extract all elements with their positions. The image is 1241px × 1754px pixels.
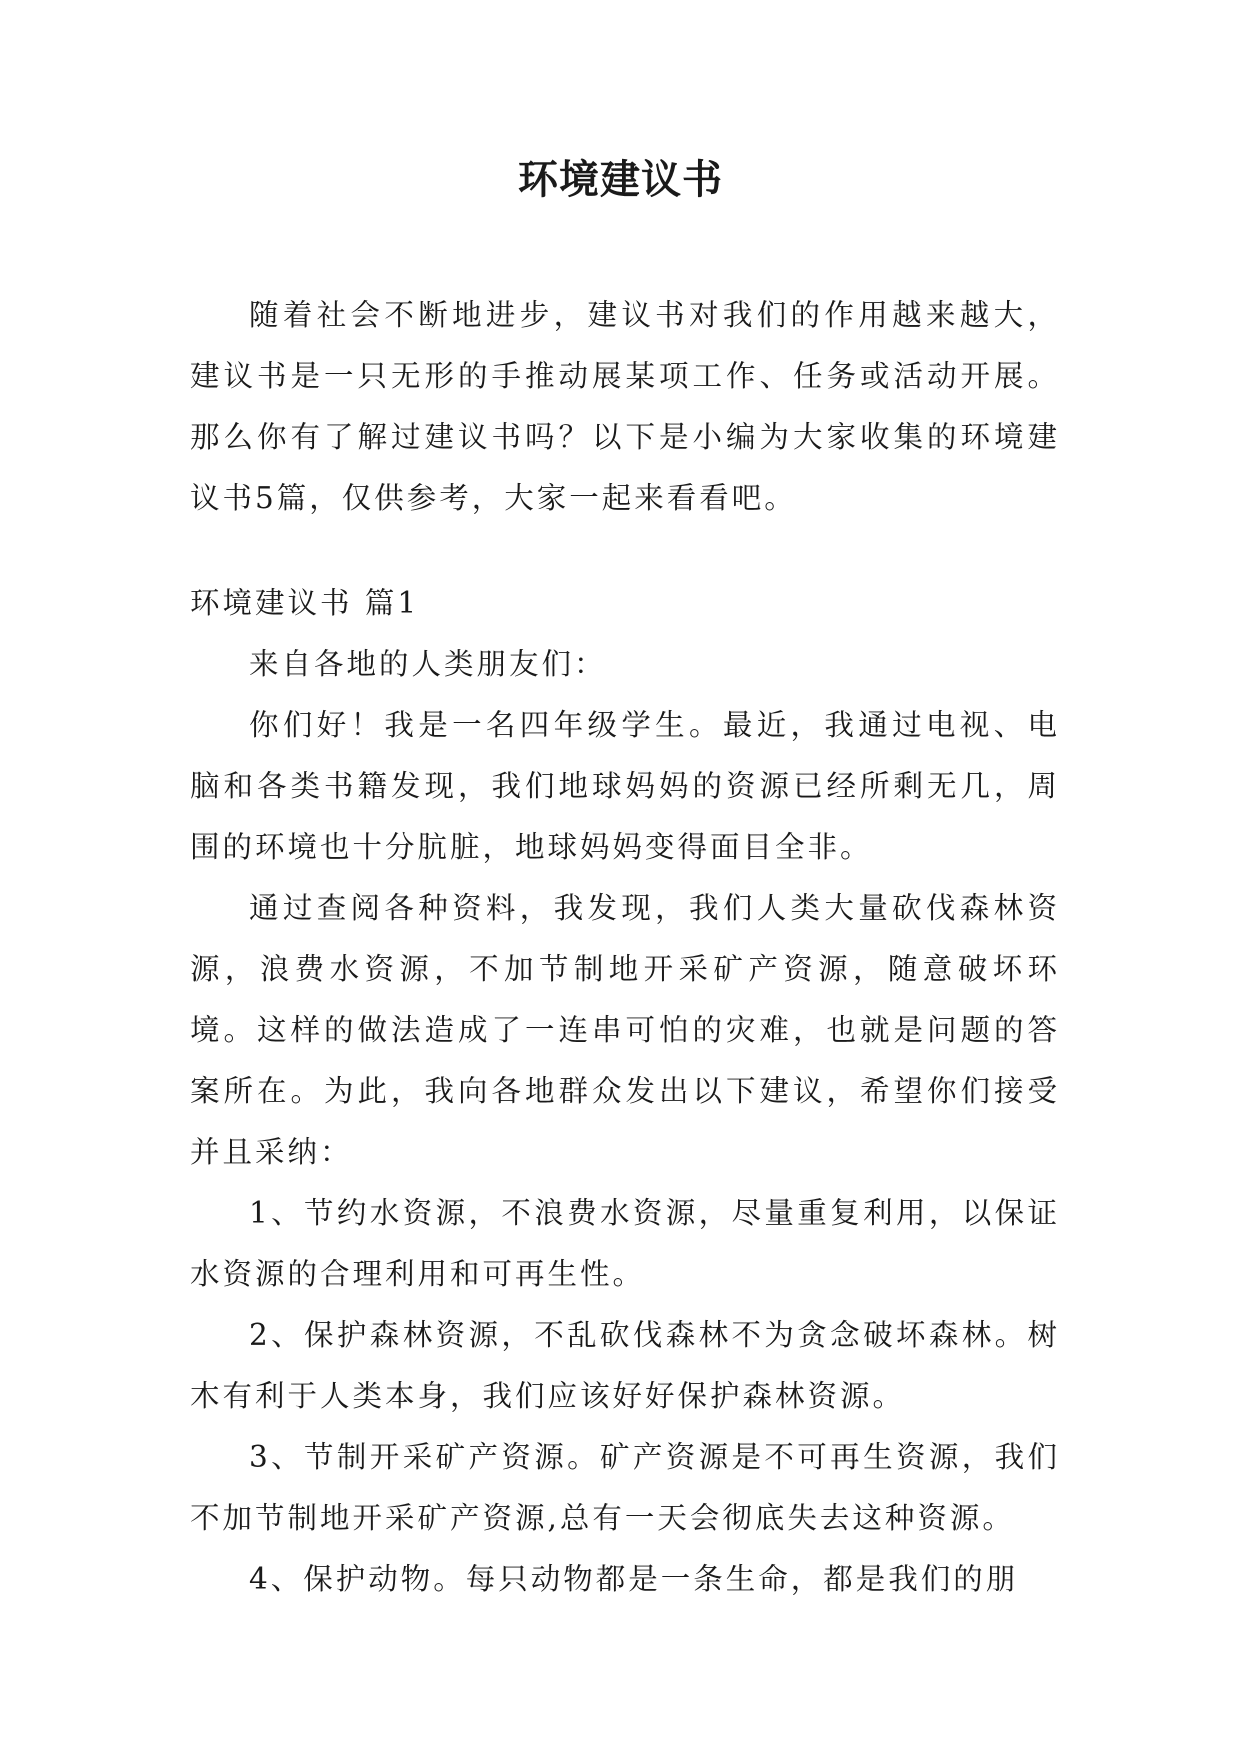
- body-paragraph: 通过查阅各种资料，我发现，我们人类大量砍伐森林资源，浪费水资源，不加节制地开采矿产资源，随意破坏环境。这样的做法造成了一连串可怕的灾难，也就是问题的答案所在。为此，我向各地群众发出以下建议，希望你们接受并且采纳：: [190, 891, 1060, 1169]
- salutation: 来自各地的人类朋友们：: [249, 647, 607, 681]
- document-title: 环境建议书: [518, 157, 723, 203]
- suggestion-item-4: 4、保护动物。每只动物都是一条生命，都是我们的朋: [249, 1562, 1019, 1596]
- intro-paragraph: 随着社会不断地进步，建议书对我们的作用越来越大，建议书是一只无形的手推动展某项工作、任务或活动开展。那么你有了解过建议书吗？以下是小编为大家收集的环境建议书5篇，仅供参考，大家一起来看看吧。: [190, 298, 1060, 515]
- section-heading: 环境建议书 篇1: [190, 586, 420, 620]
- suggestion-item-3: 3、节制开采矿产资源。矿产资源是不可再生资源，我们不加节制地开采矿产资源,总有一天会彻底失去这种资源。: [190, 1440, 1060, 1535]
- body-paragraph: 你们好！我是一名四年级学生。最近，我通过电视、电脑和各类书籍发现，我们地球妈妈的资源已经所剩无几，周围的环境也十分肮脏，地球妈妈变得面目全非。: [190, 708, 1060, 864]
- section-gap: [190, 529, 1060, 573]
- suggestion-item-2: 2、保护森林资源，不乱砍伐森林不为贪念破坏森林。树木有利于人类本身，我们应该好好保护森林资源。: [190, 1318, 1060, 1413]
- suggestion-item-1: 1、节约水资源，不浪费水资源，尽量重复利用，以保证水资源的合理利用和可再生性。: [190, 1196, 1060, 1291]
- document-body: [190, 285, 1060, 1610]
